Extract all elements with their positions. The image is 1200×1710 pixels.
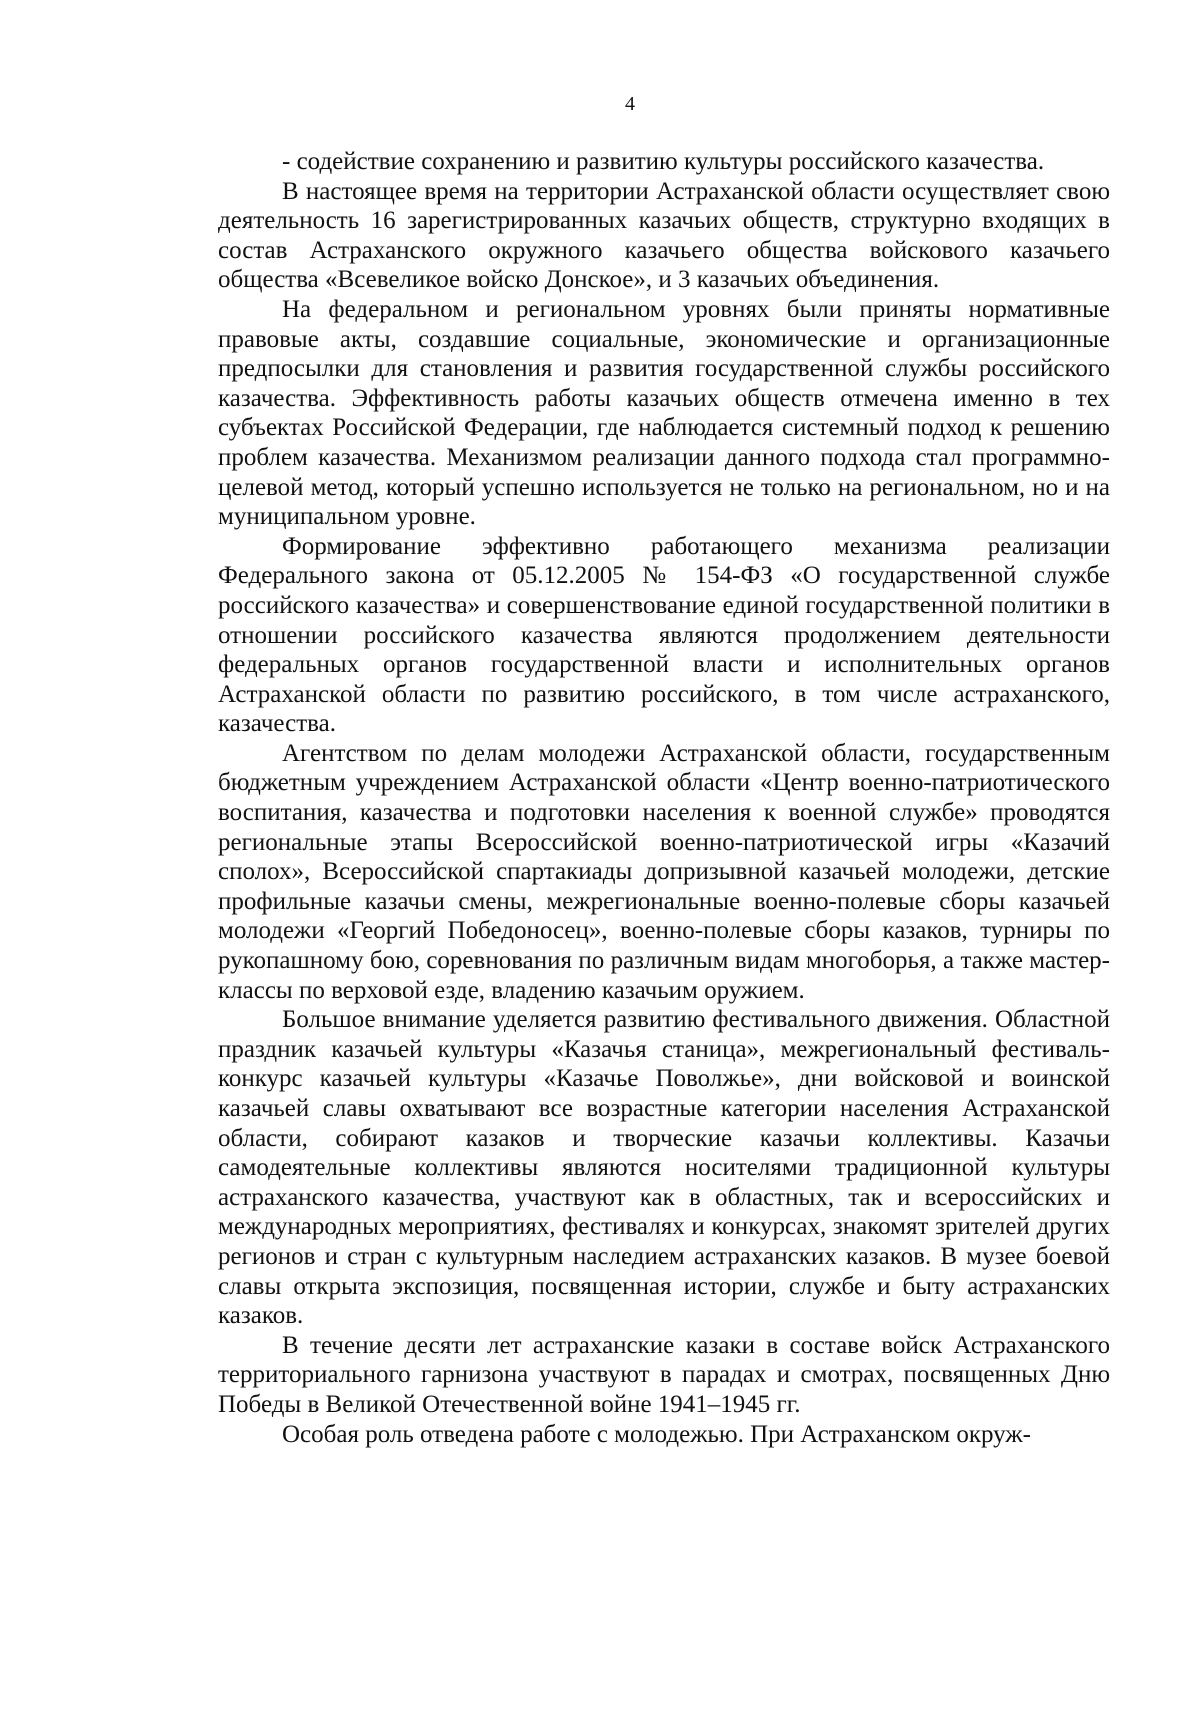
- paragraph-youth-agency: Агентством по делам молодежи Астраханской области, государственным бюджетным учреждением Астраханской области «Центр военно-патриотического воспитания, казачества и подготовки населения к военной службе» проводятся региональные этапы Всероссийской военно-патриотической игры «Казачий сполох», Всероссийской спартакиады допризывной казачьей молодежи, детские профильные казачьи смены, межрегиональные военно-полевые сборы казачьей молодежи «Георгий Победоносец», военно-полевые сборы казаков, турниры по рукопашному бою, соревнования по различным видам многоборья, а также мастер-классы по верховой езде, владению казачьим оружием.: [218, 739, 1110, 1004]
- paragraph-legal-acts: На федеральном и региональном уровнях были приняты нормативные правовые акты, создавшие социальные, экономические и организационные предпосылки для становления и развития государственной службы российского казачества. Эффективность работы казачьих обществ отмечена именно в тех субъектах Российской Федерации, где наблюдается системный подход к решению проблем казачества. Механизмом реализации данного подхода стал программно-целевой метод, который успешно используется не только на региональном, но и на муниципальном уровне.: [218, 295, 1110, 531]
- paragraph-parades: В течение десяти лет астраханские казаки в составе войск Астраханского территориального гарнизона участвуют в парадах и смотрах, посвященных Дню Победы в Великой Отечественной войне 1941–1945 гг.: [218, 1331, 1110, 1418]
- paragraph-youth-work: Особая роль отведена работе с молодежью. При Астраханском окруж-: [282, 1420, 1031, 1448]
- document-body: [218, 147, 1110, 1449]
- page-number: 4: [625, 93, 635, 115]
- paragraph-culture-support: - содействие сохранению и развитию культуры российского казачества.: [282, 148, 1045, 175]
- paragraph-federal-law: Формирование эффективно работающего механизма реализации Федерального закона от 05.12.2005 № 154-ФЗ «О государственной службе российского казачества» и совершенствование единой государственной политики в отношении российского казачества являются продолжением деятельности федеральных органов государственной власти и исполнительных органов Астраханской области по развитию российского, в том числе астраханского, казачества.: [218, 532, 1110, 738]
- paragraph-festivals: Большое внимание уделяется развитию фестивального движения. Областной праздник казачьей культуры «Казачья станица», межрегиональный фестиваль-конкурс казачьей культуры «Казачье Поволжье», дни войсковой и воинской казачьей славы охватывают все возрастные категории населения Астраханской области, собирают казаков и творческие казачьи коллективы. Казачьи самодеятельные коллективы являются носителями традиционной культуры астраханского казачества, участвуют как в областных, так и всероссийских и международных мероприятиях, фестивалях и конкурсах, знакомят зрителей других регионов и стран с культурным наследием астраханских казаков. В музее боевой славы открыта экспозиция, посвященная истории, службе и быту астраханских казаков.: [218, 1006, 1110, 1330]
- paragraph-cossack-societies: В настоящее время на территории Астраханской области осуществляет свою деятельность 16 зарегистрированных казачьих обществ, структурно входящих в состав Астраханского окружного казачьего общества войскового казачьего общества «Всевеликое войско Донское», и 3 казачьих объединения.: [218, 177, 1110, 294]
